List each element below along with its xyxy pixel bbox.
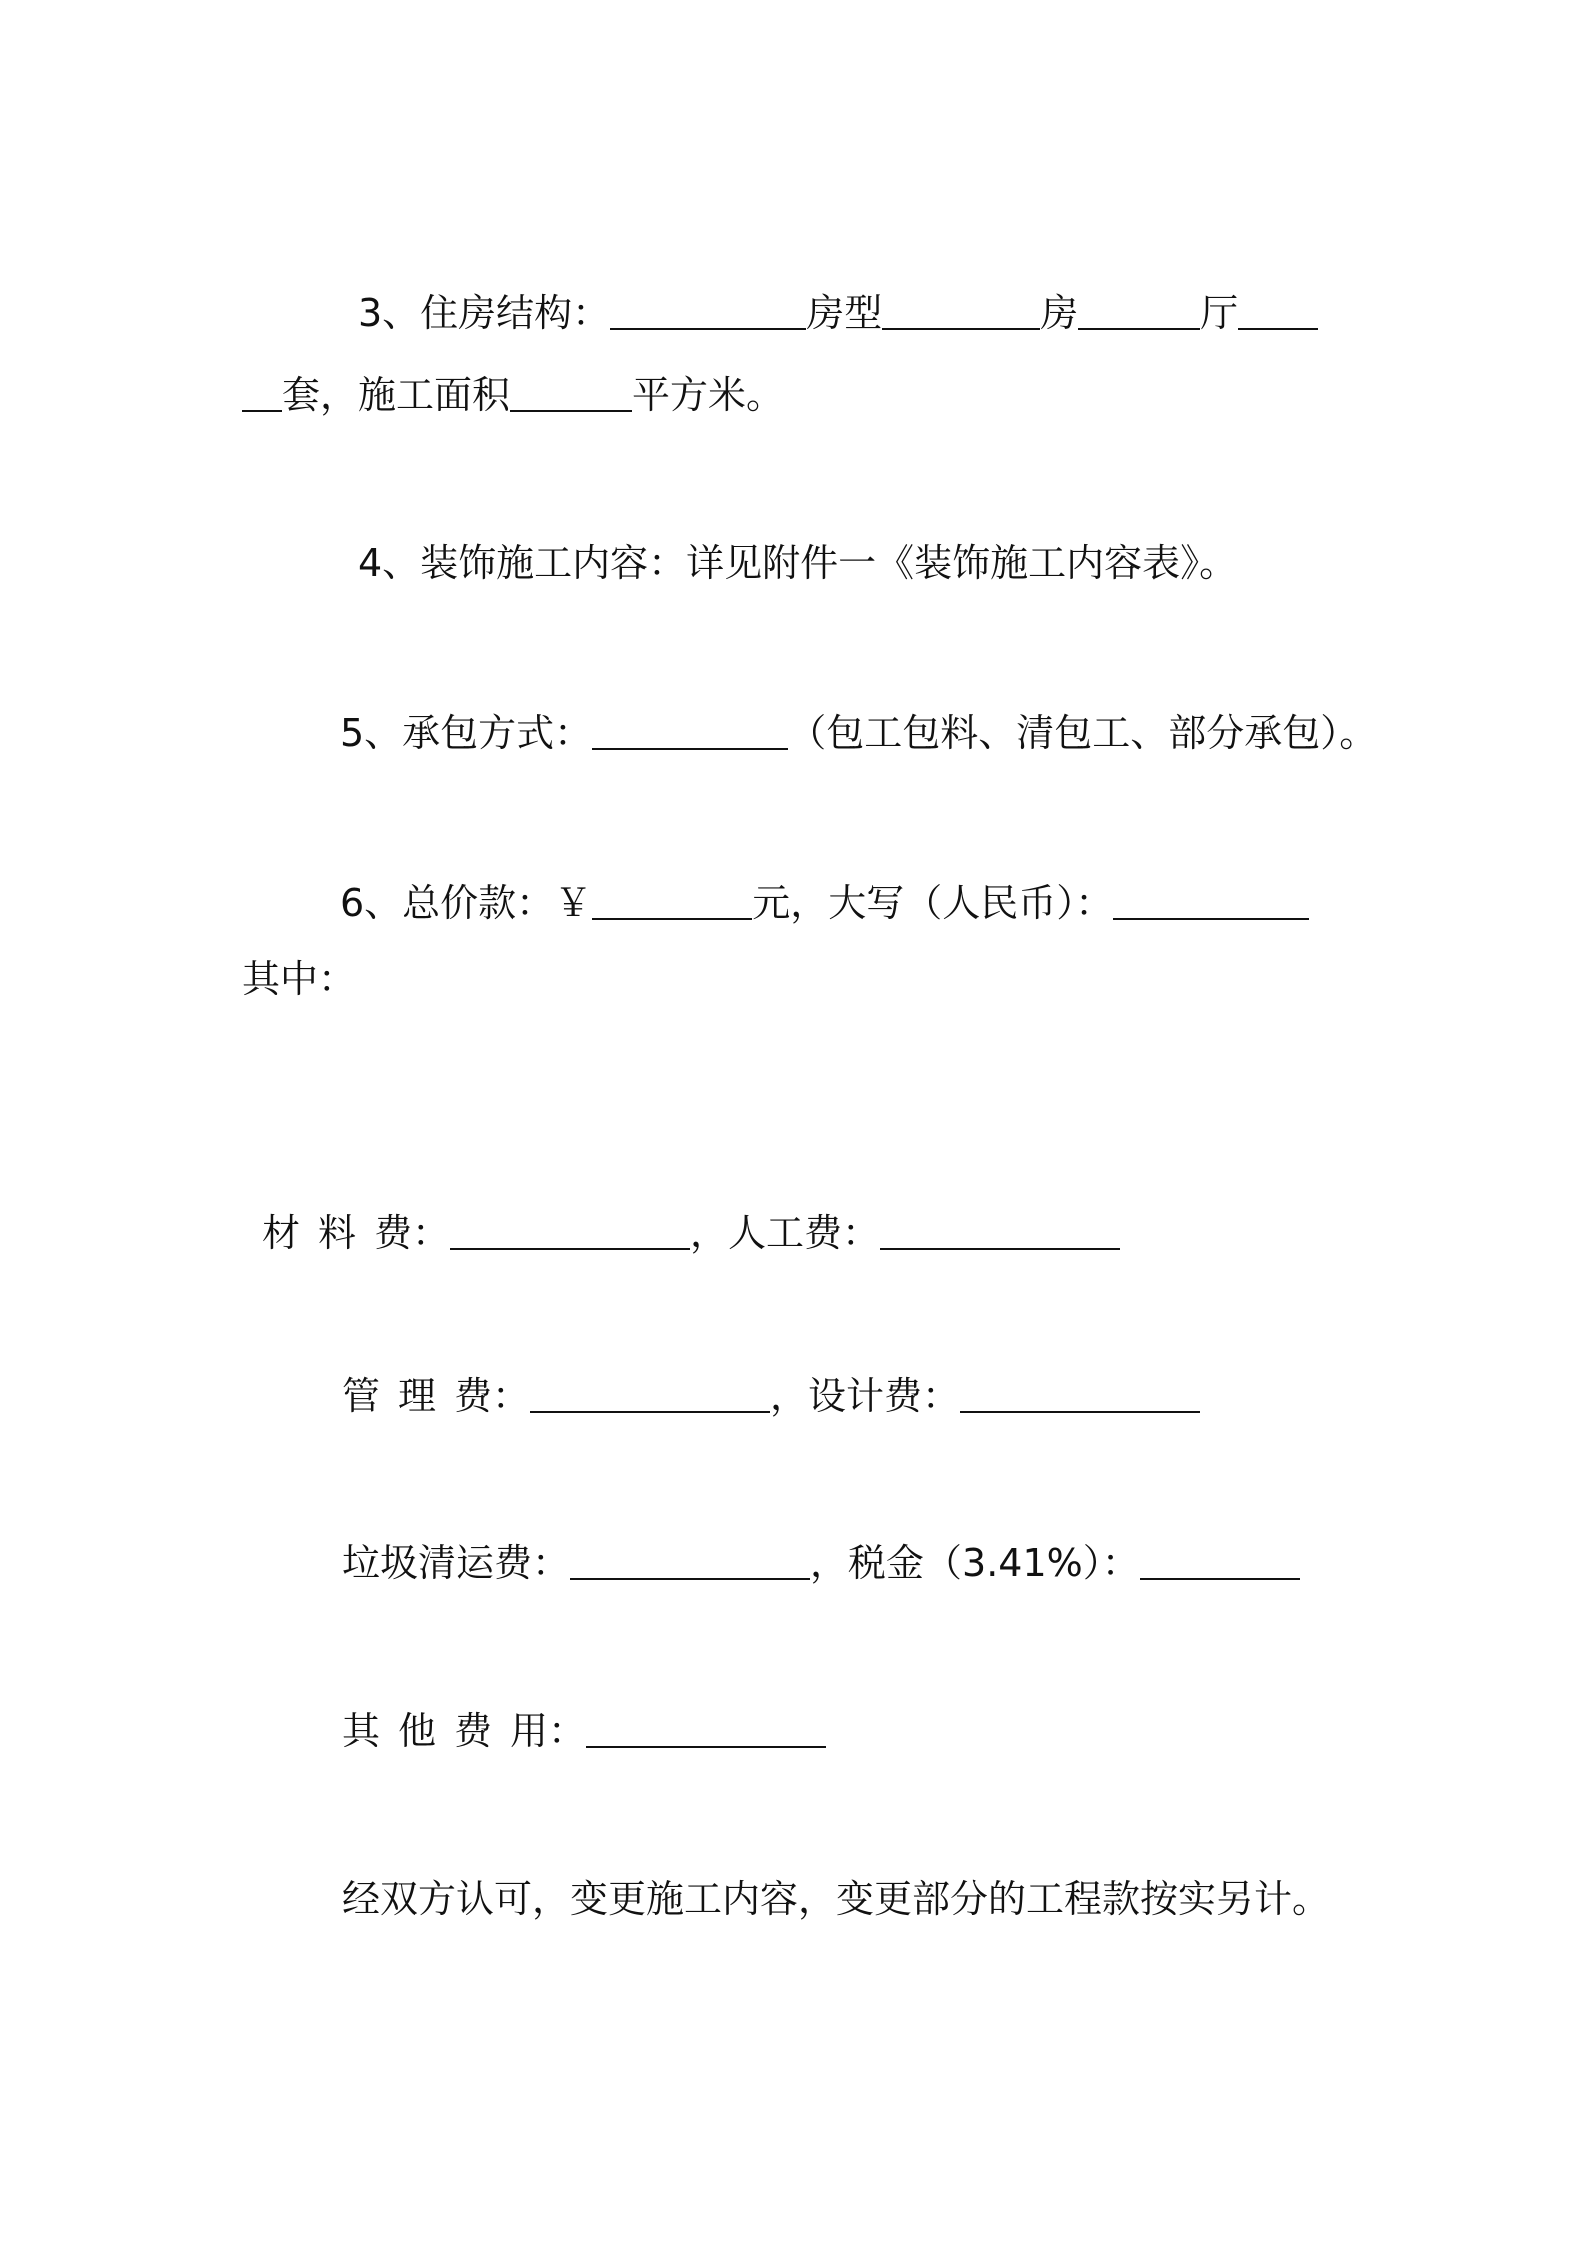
management-fee-char: 管 <box>342 1374 381 1418</box>
other-fee-char: 费 <box>454 1709 493 1753</box>
item4-text: 4、装饰施工内容：详见附件一《装饰施工内容表》。 <box>358 541 1238 585</box>
item3-label: 3、住房结构： <box>358 291 611 335</box>
item5-options: （包工包料、清包工、部分承包）。 <box>788 711 1378 755</box>
fee-line-material <box>262 1210 1120 1256</box>
design-fee-label: ，设计费： <box>770 1374 961 1418</box>
area-unit-label: 平方米。 <box>632 373 785 417</box>
units-area-label: 套，施工面积 <box>282 373 511 417</box>
design-fee-field[interactable] <box>960 1373 1200 1413</box>
note-text: 经双方认可，变更施工内容，变更部分的工程款按实另计。 <box>342 1877 1331 1921</box>
other-fee-char: 他 <box>398 1709 437 1753</box>
item6-yuan-label: 元，大写（人民币）： <box>752 881 1114 925</box>
structure-field[interactable] <box>610 290 806 330</box>
fee-line-garbage <box>342 1540 1300 1586</box>
item4-line <box>358 540 1237 586</box>
material-fee-char: 料 <box>318 1211 357 1255</box>
note-line <box>342 1876 1330 1922</box>
house-type-label: 房型 <box>806 291 883 335</box>
management-fee-char: 理 <box>398 1374 437 1418</box>
units-field-part1[interactable] <box>1238 290 1318 330</box>
fee-line-other <box>342 1708 826 1754</box>
item3-line2 <box>242 372 784 418</box>
rooms-field[interactable] <box>1078 290 1200 330</box>
item5-label: 5、承包方式： <box>340 711 593 755</box>
item3-line1 <box>358 290 1318 336</box>
total-amount-field[interactable] <box>592 880 752 920</box>
item5-line <box>340 710 1377 756</box>
house-type-field[interactable] <box>882 290 1040 330</box>
garbage-fee-field[interactable] <box>570 1540 810 1580</box>
area-field[interactable] <box>510 372 632 412</box>
item6-label: 6、总价款：￥ <box>340 881 593 925</box>
material-fee-char: 材 <box>262 1211 301 1255</box>
tax-label: ，税金（3.41%）： <box>810 1541 1140 1585</box>
other-fee-label: 用： <box>510 1709 587 1753</box>
contract-method-field[interactable] <box>592 710 788 750</box>
item6-line1 <box>340 880 1309 926</box>
total-amount-words-field[interactable] <box>1113 880 1309 920</box>
item6-among: 其中： <box>242 957 357 1001</box>
tax-field[interactable] <box>1140 1540 1300 1580</box>
material-fee-label: 费： <box>374 1211 451 1255</box>
rooms-label: 房 <box>1040 291 1079 335</box>
halls-label: 厅 <box>1200 291 1239 335</box>
labor-fee-label: ，人工费： <box>690 1211 881 1255</box>
item6-line2 <box>242 956 356 1002</box>
fee-line-management <box>342 1373 1200 1419</box>
other-fee-field[interactable] <box>586 1708 826 1748</box>
units-field-part2[interactable] <box>242 372 282 412</box>
management-fee-label: 费： <box>454 1374 531 1418</box>
garbage-fee-label: 垃圾清运费： <box>342 1541 571 1585</box>
other-fee-char: 其 <box>342 1709 381 1753</box>
material-fee-field[interactable] <box>450 1210 690 1250</box>
labor-fee-field[interactable] <box>880 1210 1120 1250</box>
management-fee-field[interactable] <box>530 1373 770 1413</box>
